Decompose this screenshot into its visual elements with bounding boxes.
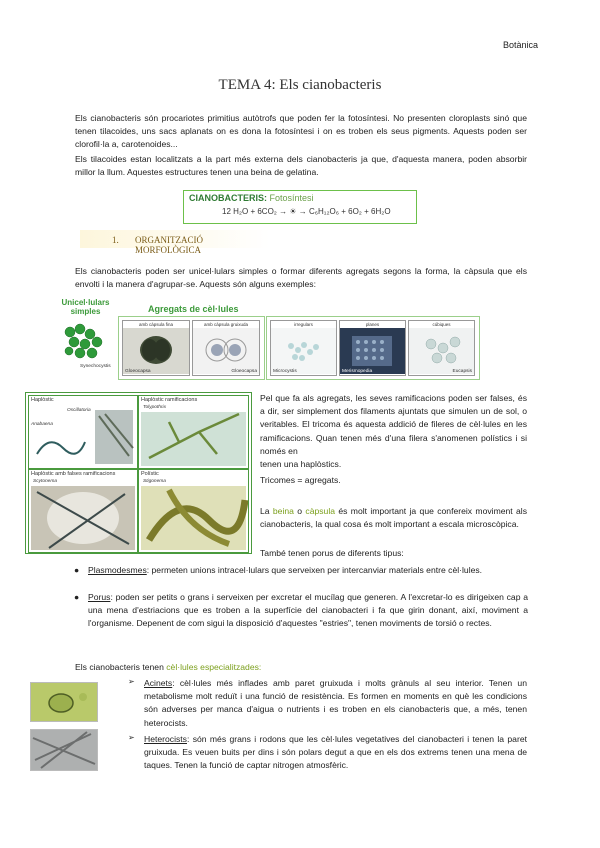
section-title: ORGANITZACIÓ MORFOLÒGICA xyxy=(135,235,203,255)
section-heading xyxy=(80,230,270,255)
figure-aggregates xyxy=(58,298,543,380)
bullet-porus: ● Porus: poden ser petits o grans i serveixen per excretar el mucílag que generen. A l'excretar-lo es dirigeixen cap a una mena d'estriacions que es troben a la superfície del cianobacteri i fa que girin donant, així, moviment a l'organisme. Depenent de com sigui la disposició d'aquestes "estries", tenen moviments de torsió o rectes. xyxy=(74,592,528,629)
capsule-paragraph: La beina o càpsula és molt important ja que confereix moviment als cianobacteris, la qual cosa és molt important a escala microscòpica. xyxy=(260,506,528,530)
formula-subtitle: Fotosíntesi xyxy=(269,193,314,203)
specialized-cells-intro: Els cianobacteris tenen cèl·lules especialitzades: xyxy=(75,662,262,672)
section-number: 1. xyxy=(112,235,119,245)
formula-title: CIANOBACTERIS: Fotosíntesi xyxy=(189,193,314,203)
panel-polistic: Polístic Stigonema xyxy=(138,469,249,553)
panel-haplostic-branched: Haplòstic ramificacions Tolypothrix xyxy=(138,395,249,469)
panel-haplostic: Haplòstic Oscillatoria Anabaena xyxy=(28,395,138,469)
unicellular-label: Unicel·lulars simples xyxy=(61,298,110,316)
panel-false-branching: Haplòstic amb falses ramificacions Scytonema xyxy=(28,469,138,553)
panel-irregular: irregulars Microcystis xyxy=(270,320,337,376)
beina-highlight: beina xyxy=(272,506,294,516)
aggregates-label: Agregats de cèl·lules xyxy=(148,304,239,314)
panel-cubic: cúbiques Eucapsis xyxy=(408,320,475,376)
capsula-highlight: càpsula xyxy=(305,506,336,516)
panel-flat: planes Merismopedia xyxy=(339,320,406,376)
intro-paragraph-1: Els cianobacteris són procariotes primitius autòtrofs que poden fer la fotosíntesi. No presenten cloroplasts sinó que tenen tilacoides, uns sacs aplanats on es dona la fotosíntesi i on es troben els seus pigments. Aquests poden ser clorofil·la a, carotenoides... xyxy=(75,113,527,150)
haplostic-line: tenen una haplòstics. xyxy=(260,459,342,469)
branching-paragraph: Pel que fa als agregats, les seves ramificacions poden ser falses, és a dir, ser simplement dos filaments ajuntats que simulen un de sol, o veritables. El tricoma és aquesta addició de fileres de cèl·lules en les ramificacions. Quan tenen més d'una filera s'anomenen polístics i si només en xyxy=(260,393,527,456)
panel-thick-capsule: amb càpsula gruixuda Gloeocapsa xyxy=(192,320,260,376)
heterocist-image xyxy=(30,729,98,771)
formula-equation: 12 H₂O + 6CO₂ → ☀ → C₆H₁₂O₆ + 6O₂ + 6H₂O xyxy=(222,207,391,216)
tricomes-line: Tricomes = agregats. xyxy=(260,475,341,485)
unicellular-species: Synechocystis xyxy=(80,364,111,369)
morphology-intro: Els cianobacteris poden ser unicel·lulars simples o formar diferents agregats segons la forma, la càpsula que els envolti i la manera d'agrupar-se. Aquests són alguns exemples: xyxy=(75,266,527,290)
pores-intro: També tenen porus de diferents tipus: xyxy=(260,548,404,558)
page-title: TEMA 4: Els cianobacteris xyxy=(218,77,382,93)
header-subject: Botànica xyxy=(502,40,538,50)
panel-thin-capsule: amb càpsula fina Gloeocapsa xyxy=(122,320,190,376)
item-acinets: Acinets: cèl·lules més inflades amb paret gruixuda i molts grànuls al seu interior. Tenen un metabolisme molt reduït i una funció de resistència. Es formen en moments en què les condicions són adverses per manca d'aigua o nutrients i es troben en els cianobacteris que, a més, tenen heterocists. xyxy=(144,678,527,728)
intro-paragraph-2: Els tilacoides estan localitzats a la part més externa dels cianobacteris ja que, d'aquesta manera, poden absorbir millor la llum. Aquestes estructures tenen una beina de gelatina. xyxy=(75,154,527,178)
specialized-cells-highlight: cèl·lules especialitzades: xyxy=(166,662,262,672)
figure-filaments xyxy=(25,392,252,554)
item-heterocists: Heterocists: són més grans i rodons que les cèl·lules vegetatives del cianobacteri i tenen la paret gruixuda. Es veuen buits per dins i són polars degut a que en els dos extrems tenen una mena de taques. Tenen la funció de captar nitrogen atmosfèric. xyxy=(144,734,527,771)
bullet-plasmodesmes: ● Plasmodesmes: permeten unions intracel·lulars que serveixen per intercanviar materials entre cèl·lules. xyxy=(74,565,483,575)
photosynthesis-formula-box xyxy=(183,190,417,224)
acinet-image xyxy=(30,682,98,722)
unicellular-image xyxy=(60,320,115,368)
